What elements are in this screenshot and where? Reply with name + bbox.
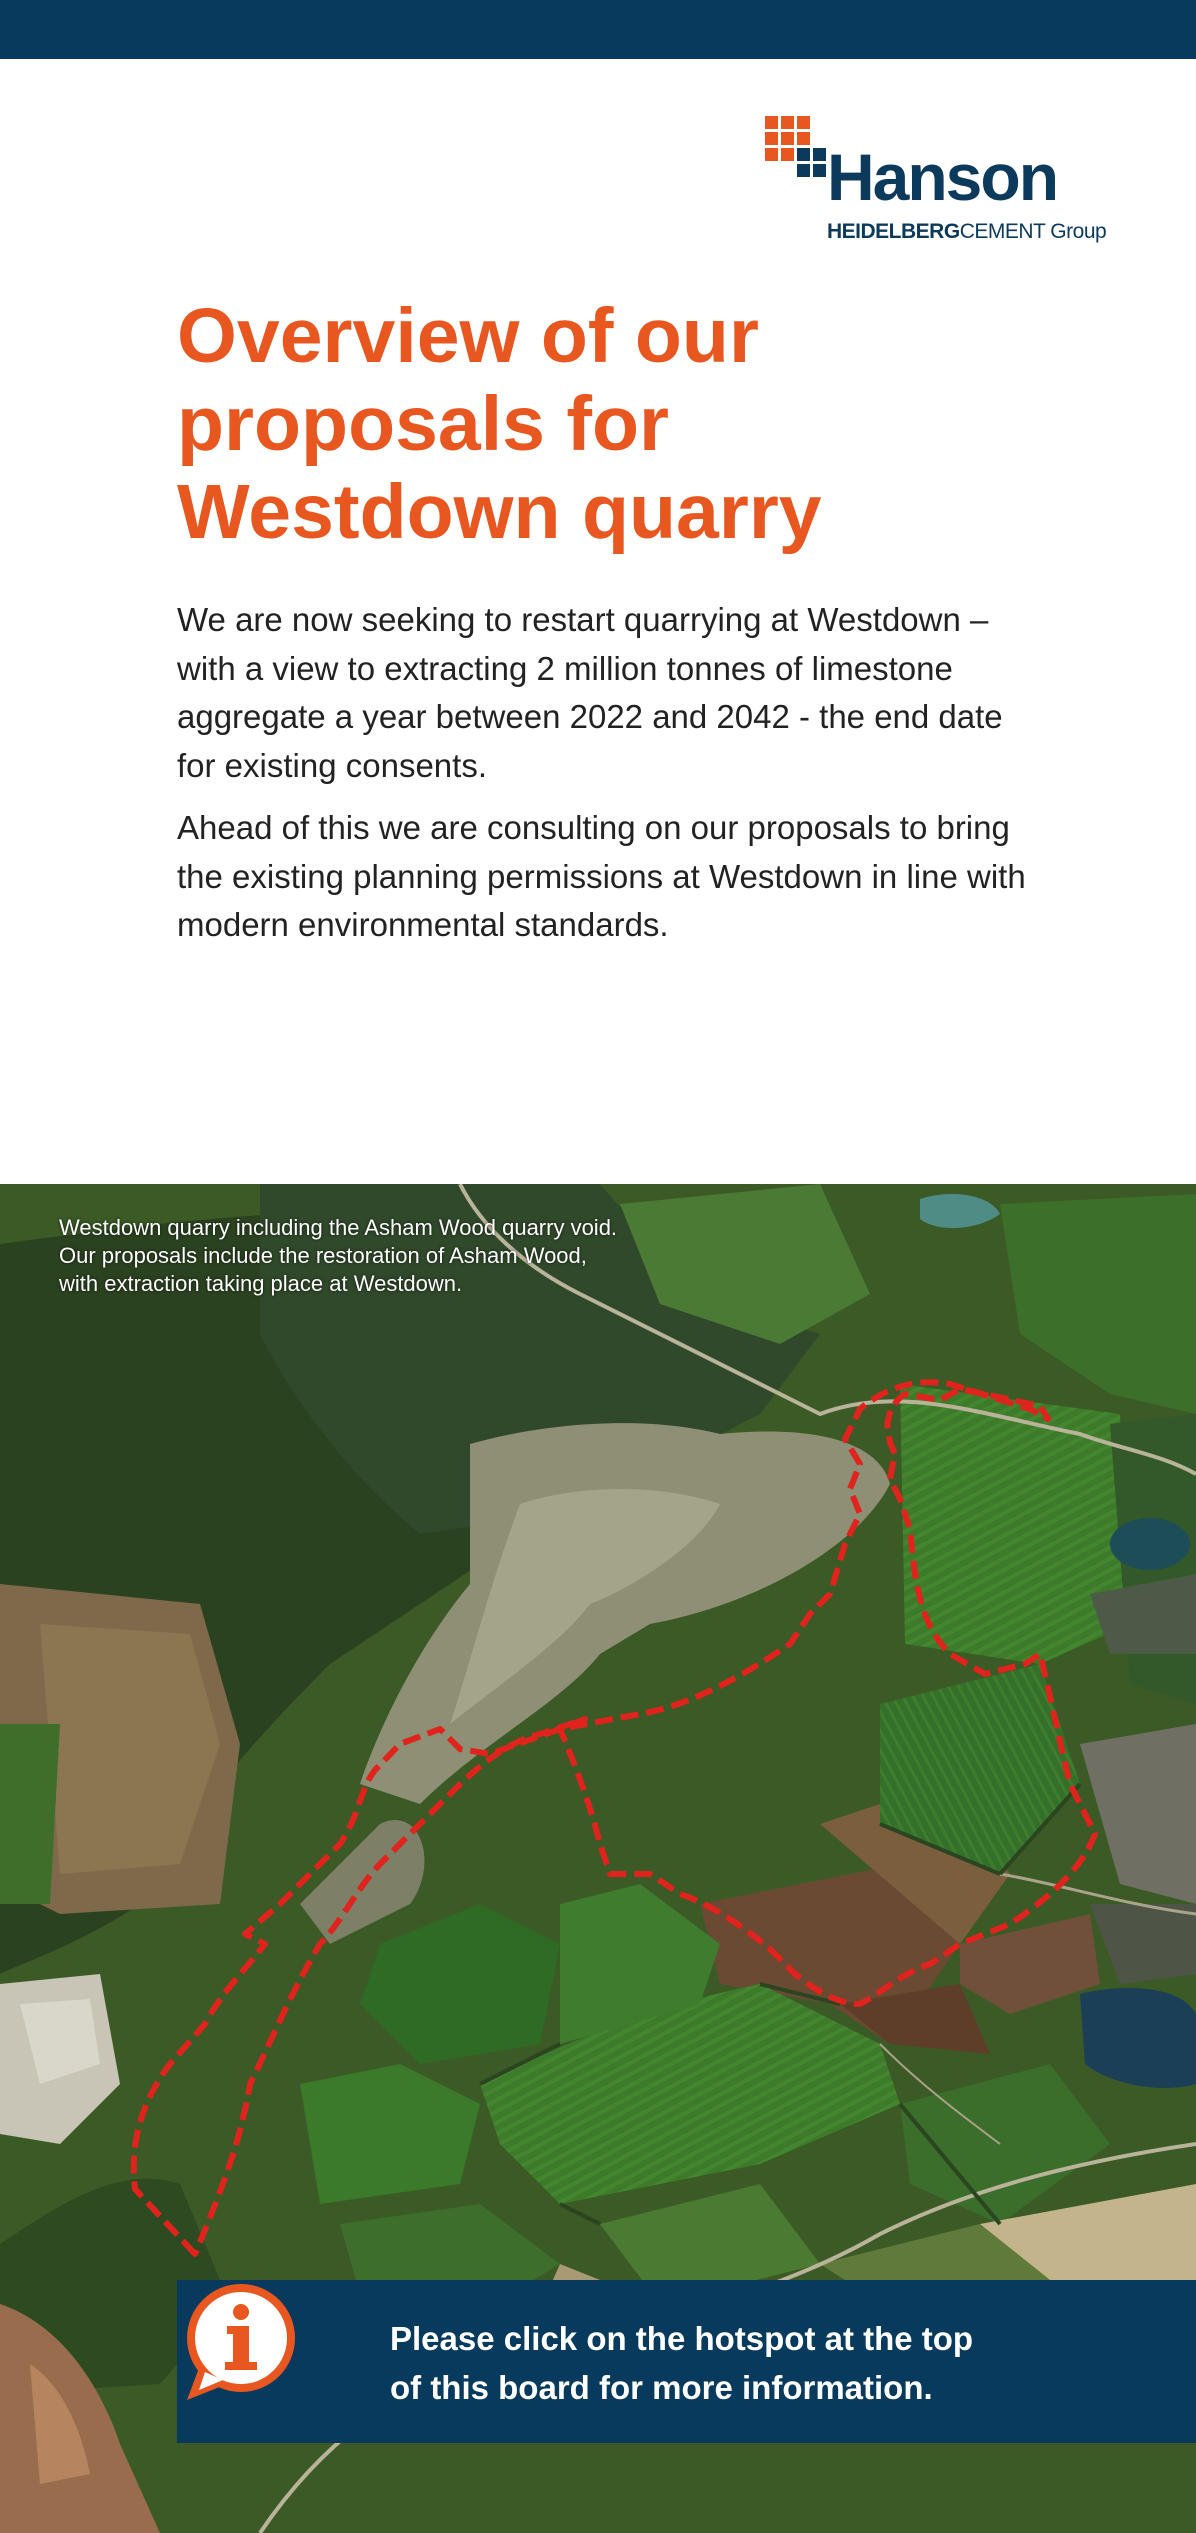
- info-callout: [177, 2280, 1196, 2443]
- info-line: Please click on the hotspot at the top: [390, 2320, 974, 2357]
- title-line: Overview of our: [177, 293, 759, 379]
- logo-group-bold: HEIDELBERG: [827, 220, 960, 243]
- info-message: [390, 2314, 1170, 2412]
- logo-grid-icon: [765, 116, 825, 176]
- map-caption: [59, 1214, 739, 1298]
- hanson-logo: [765, 116, 1125, 246]
- title-line: Westdown quarry: [177, 469, 822, 555]
- aerial-map: [0, 1184, 1196, 2533]
- caption-line: Our proposals include the restoration of Asham Wood,: [59, 1243, 587, 1268]
- page-title: [177, 292, 1027, 556]
- intro-paragraph: We are now seeking to restart quarrying at Westdown – with a view to extracting 2 million tonnes of limestone aggregate a year between 2022 and 2042 - the end date for existing consents.: [177, 601, 1003, 784]
- info-speech-bubble-icon: [177, 2280, 301, 2404]
- logo-group-regular: CEMENT Group: [959, 220, 1107, 243]
- caption-line: Westdown quarry including the Asham Wood quarry void.: [59, 1215, 618, 1240]
- logo-group-name: [827, 220, 1106, 244]
- caption-line: with extraction taking place at Westdown.: [59, 1271, 463, 1296]
- title-line: proposals for: [177, 381, 670, 467]
- top-banner: [0, 0, 1196, 59]
- info-line: of this board for more information.: [390, 2369, 933, 2406]
- intro-text: [177, 596, 1037, 964]
- intro-paragraph: Ahead of this we are consulting on our proposals to bring the existing planning permissions at Westdown in line with modern environmental standards.: [177, 809, 1026, 943]
- logo-wordmark: Hanson: [827, 140, 1058, 214]
